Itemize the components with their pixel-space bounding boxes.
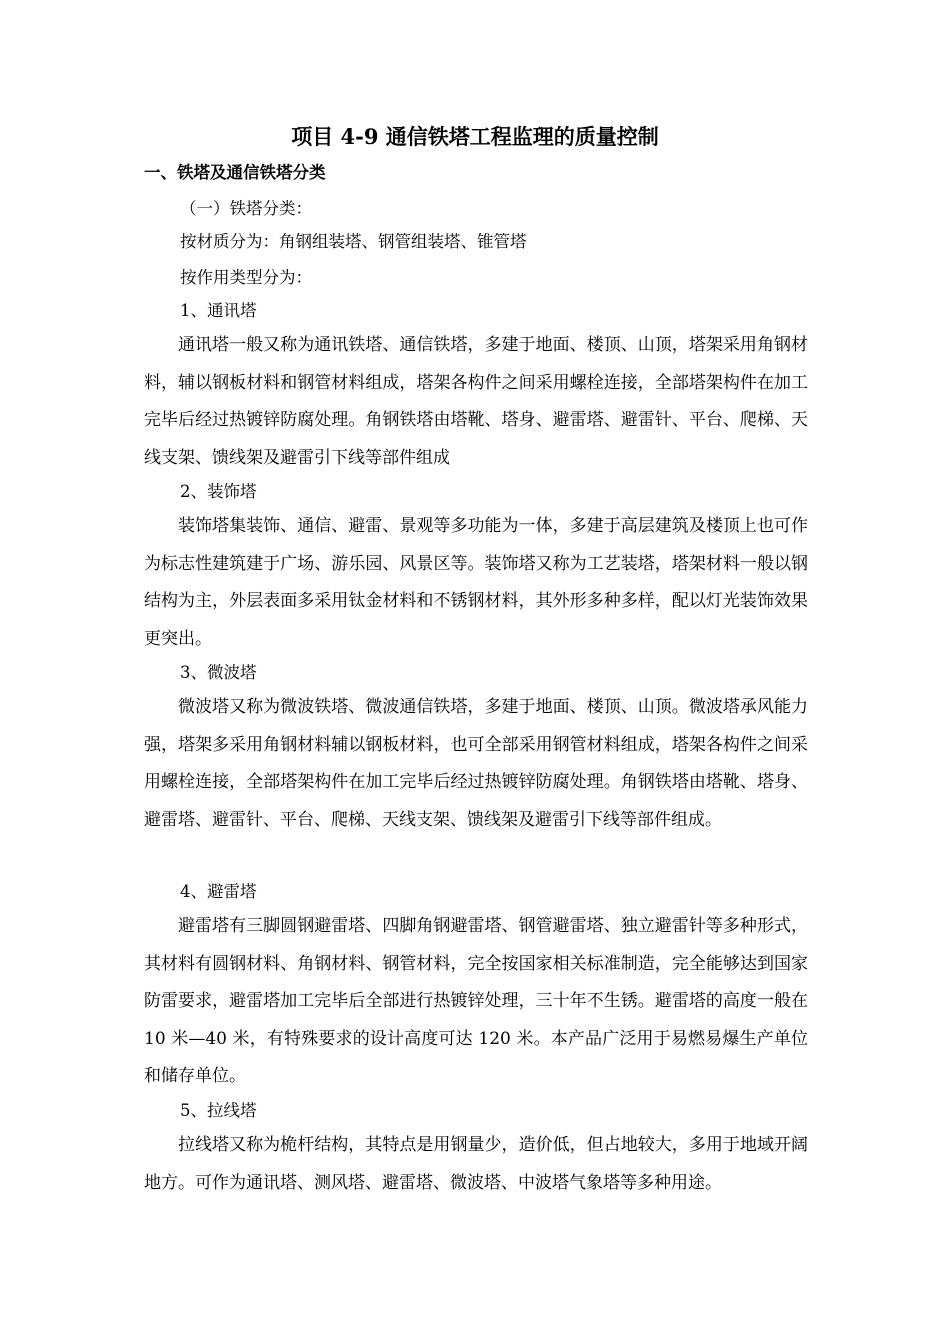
- page-title: 项目 4-9 通信铁塔工程监理的质量控制: [291, 124, 659, 149]
- item-heading: 4、避雷塔: [180, 882, 257, 901]
- classification-by-function: 按作用类型分为：: [180, 268, 312, 287]
- item-heading: 3、微波塔: [180, 663, 257, 682]
- item-heading: 2、装饰塔: [180, 482, 257, 501]
- item-paragraph: 微波塔又称为微波铁塔、微波通信铁塔，多建于地面、楼顶、山顶。微波塔承风能力强，塔架多采用角钢材料辅以钢板材料，也可全部采用钢管材料组成，塔架各构件之间采用螺栓连接，全部塔架构件在加工完毕后经过热镀锌防腐处理。角钢铁塔由塔靴、塔身、避雷塔、避雷针、平台、爬梯、天线支架、馈线架及避雷引下线等部件组成。: [144, 697, 808, 830]
- classification-by-material: 按材质分为：角钢组装塔、钢管组装塔、锥管塔: [180, 232, 527, 251]
- item-paragraph: 通讯塔一般又称为通讯铁塔、通信铁塔，多建于地面、楼顶、山顶，塔架采用角钢材料，辅以钢板材料和钢管材料组成，塔架各构件之间采用螺栓连接，全部塔架构件在加工完毕后经过热镀锌防腐处理。角钢铁塔由塔靴、塔身、避雷塔、避雷针、平台、爬梯、天线支架、馈线架及避雷引下线等部件组成: [144, 335, 808, 468]
- section-heading: 一、铁塔及通信铁塔分类: [144, 163, 326, 182]
- item-heading: 5、拉线塔: [180, 1101, 257, 1120]
- item-paragraph: 拉线塔又称为桅杆结构，其特点是用钢量少，造价低，但占地较大，多用于地域开阔地方。可作为通讯塔、测风塔、避雷塔、微波塔、中波塔气象塔等多种用途。: [144, 1135, 808, 1193]
- item-paragraph: 避雷塔有三脚圆钢避雷塔、四脚角钢避雷塔、钢管避雷塔、独立避雷针等多种形式，其材料有圆钢材料、角钢材料、钢管材料，完全按国家相关标准制造，完全能够达到国家防雷要求，避雷塔加工完毕后全部进行热镀锌处理，三十年不生锈。避雷塔的高度一般在 10 米—40 米，有特殊要求的设计高度可达 120 米。本产品广泛用于易燃易爆生产单位和储存单位。: [144, 916, 808, 1087]
- item-heading: 1、通讯塔: [180, 301, 257, 320]
- subsection-heading: （一）铁塔分类：: [180, 199, 312, 218]
- item-paragraph: 装饰塔集装饰、通信、避雷、景观等多功能为一体，多建于高层建筑及楼顶上也可作为标志性建筑建于广场、游乐园、风景区等。装饰塔又称为工艺装塔，塔架材料一般以钢结构为主，外层表面多采用钛金材料和不锈钢材料，其外形多种多样，配以灯光装饰效果更突出。: [144, 516, 808, 649]
